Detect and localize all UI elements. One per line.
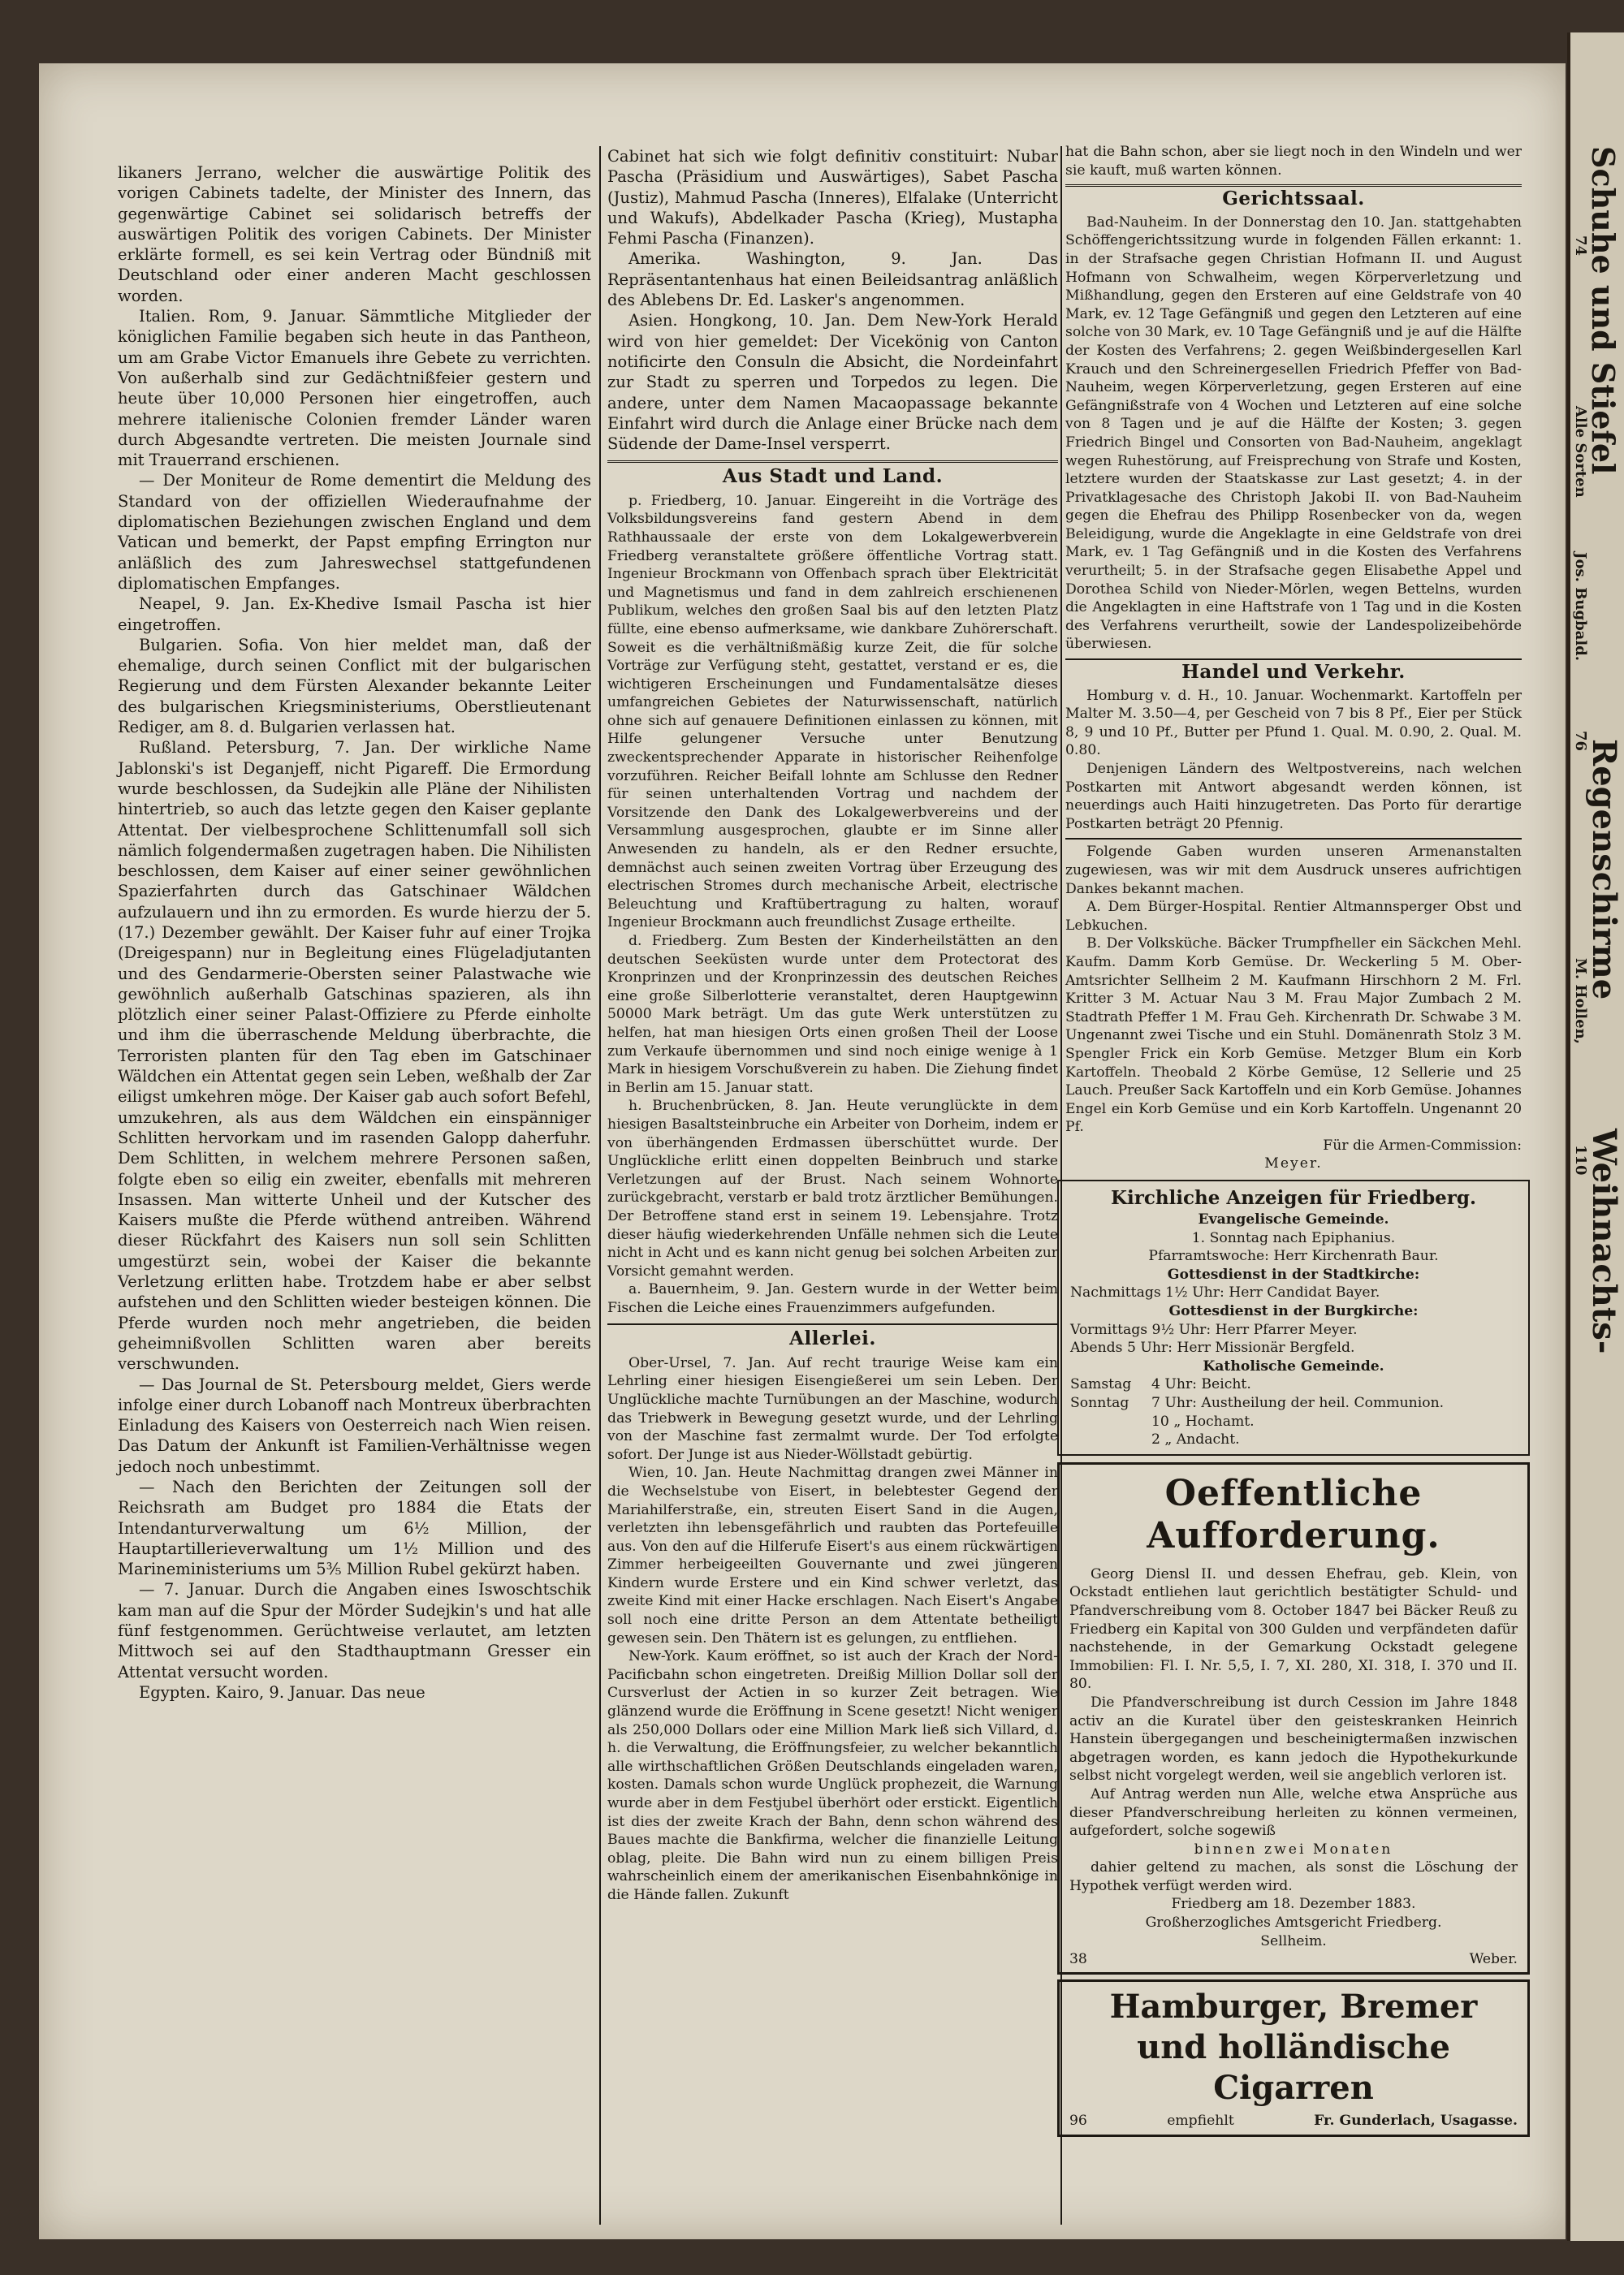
- article-homburg: Homburg v. d. H., 10. Januar. Wochenmarkt. Kartoffeln per Malter M. 3.50—4, per Gescheid von 7 bis 8 Pf., Eier per Stück 8, 9 und 10 Pf., Butter per Pfund 1. Qual. M. 0.90, 2. Qual. M. 0.80.: [1065, 687, 1522, 759]
- cigar-ad-title: Hamburger, Bremer und holländische Cigarren: [1109, 1987, 1478, 2107]
- edge-text-3: M. Hollen,: [1572, 958, 1589, 1044]
- column-3: [1065, 143, 1522, 2142]
- article-egypten: Egypten. Kairo, 9. Januar. Das neue: [139, 1682, 425, 1702]
- section-divider: [607, 460, 1058, 463]
- gaben-intro: Folgende Gaben wurden unseren Armenanstalten zugewiesen, was wir mit dem Ausdruck unseres aufrichtigen Dankes bekannt machen.: [1065, 844, 1522, 897]
- ad-signature: Fr. Gunderlach, Usagasse.: [1314, 2112, 1518, 2129]
- gaben-volkskueche: B. Der Volksküche. Bäcker Trumpfheller ein Säckchen Mehl. Kaufm. Damm Korb Gemüse. Dr. Weckerling 5 M. Ober-Amtsrichter Sellheim 2 M. Kaufmann Hirschhorn 2 M. Frl. Kritter 3 M. Actuar Nau 3 M. Frau Major Zumbach 2 M. Stadtrath Pfeffer 1 M. Frau Geh. Kirchenrath Dr. Schwabe 3 M. Ungenannt zwei Tische und ein Stuhl. Domänenrath Stolz 3 M. Spengler Frick ein Korb Gemüse. Metzger Blum ein Korb Kartoffeln. Theobald 2 Körbe Gemüse, 12 Selleriе und 25 Lauch. Preußer Sack Kartoffeln und ein Korb Gemüse. Johannes Engel ein Korb Gemüse und ein Korb Kartoffeln. Ungenannt 20 Pf.: [1065, 935, 1522, 1136]
- article-asien: Asien. Hongkong, 10. Jan. Dem New-York Herald wird von hier gemeldet: Der Vicekönig von Canton notificirte den Consuln die Absicht, die Nordeinfahrt zur Stadt zu sperren und Torpedos zu legen. Die andere, unter dem Namen Macaopassage bekannte Einfahrt wird durch die Anlage einer Brücke nach dem Südende der Dame-Insel versperrt.: [607, 311, 1058, 454]
- gaben-signature-line: Für die Armen-Commission:: [1323, 1137, 1522, 1154]
- article-amerika: Amerika. Washington, 9. Jan. Das Repräsentantenhaus hat einen Beileidsantrag anläßlich des Ablebens Dr. Ed. Lasker's angenommen.: [607, 249, 1058, 310]
- cigar-ad-box: [1057, 1979, 1530, 2138]
- notice-paragraph: Auf Antrag werden nun Alle, welche etwa Ansprüche aus dieser Pfandverschreibung herleiten zu können vermeinen, aufgefordert, solche sogewiß: [1069, 1785, 1518, 1840]
- section-divider: [1065, 184, 1522, 187]
- section-title-allerlei: Allerlei.: [789, 1327, 876, 1350]
- notice-paragraph: Georg Diensl II. und dessen Ehefrau, geb. Klein, von Ockstadt entliehen laut gerichtlich bestätigter Schuld- und Pfandverschreibung vom 8. October 1847 bei Bäcker Reuß zu Friedberg ein Kapital von 300 Gulden und verpfändeten dafür nachstehende, in der Gemarkung Ockstadt gelegene Immobilien: Fl. I. Nr. 5,5, I. 7, XI. 280, XI. 318, I. 370 und II. 80.: [1069, 1565, 1518, 1693]
- evangelical-title: Evangelische Gemeinde.: [1198, 1211, 1389, 1228]
- notice-number: 38: [1069, 1951, 1087, 1968]
- article-friedberg-vortrag: p. Friedberg, 10. Januar. Eingereiht in die Vorträge des Volksbildungsvereins fand gestern Abend in dem Rathhaussaale der erste von dem Lokalgewerbverein Friedberg veranstaltete größere öffentliche Vortrag statt. Ingenieur Brockmann von Offenbach sprach über Elektricität und Magnetismus und fand in dem zahlreich erschienenen Publikum, welches den großen Saal bis auf den letzten Platz füllte, eine ebenso aufmerksame, wie dankbare Zuhörerschaft. Soweit es die verhältnißmäßig kurze Zeit, die für solche Vorträge zur Verfügung steht, gestattet, verstand er es, die wichtigeren Erscheinungen und Fundamentalsätze dieses umfangreichen Gebietes der Naturwissenschaft, natürlich ohne sich auf genauere Definitionen einlassen zu können, mit Hilfe gelungener Versuche unter Benutzung zweckentsprechender Apparate in historischer Reihenfolge vorzuführen. Reicher Beifall lohnte am Schlusse den Redner für seinen unterhaltenden Vortrag und nachdem der Vorsitzende den Dank des Lokalgewerbvereins und der Versammlung ausgesprochen, glaubte er im Sinne aller Anwesenden zu handeln, als er den Redner ersuchte, demnächst auch seinen zweiten Vortrag über Erzeugung des electrischen Stromes durch mechanische Arbeit, electrische Beleuchtung und Kraftübertragung zu halten, worauf Ingenieur Brockmann auch freundlichst Zusage ertheilte.: [607, 492, 1058, 931]
- cigar-ad-footer: [1069, 2112, 1518, 2130]
- evang-line: Gottesdienst in der Stadtkirche:: [1167, 1266, 1420, 1283]
- edge-number-3: 110: [1572, 1145, 1589, 1176]
- article-rom-moniteur: — Der Moniteur de Rome dementirt die Meldung des Standard von der offiziellen Wiederaufnahme der diplomatischen Beziehungen zwischen England und dem Vatican und bemerkt, der Papst empfing Errington nur anläßlich des zum Jahreswechsel stattgefundenen diplomatischen Empfanges.: [118, 471, 591, 593]
- evang-line: Pfarramtswoche: Herr Kirchenrath Baur.: [1148, 1248, 1439, 1265]
- edge-number-1: 74: [1572, 235, 1589, 257]
- notice-paragraph: Die Pfandverschreibung ist durch Cession im Jahre 1848 activ an die Kuratel über den geisteskranken Heinrich Hanstein übergegangen und bescheinigtermaßen inzwischen abgetragen worden, es kann jedoch die Hypothekurkunde selbst nicht vorgelegt werden, weil sie angeblich verloren ist.: [1069, 1694, 1518, 1785]
- article-weltpost: Denjenigen Ländern des Weltpostvereins, nach welchen Postkarten mit Antwort abgesandt werden können, ist neuerdings auch Haiti hinzugetreten. Das Porto für derartige Postkarten beträgt 20 Pfennig.: [1065, 761, 1522, 832]
- notice-footer: [1069, 1950, 1518, 1969]
- article-journal-petersbourg: — Das Journal de St. Petersbourg meldet, Giers werde infolge einer durch Lobanoff nach Montreux überbrachten Einladung des Kaisers von Oesterreich nach Wien reisen. Das Datum der Ankunft ist Familien-Verhältnisse wegen jedoch noch unbestimmt.: [118, 1375, 591, 1476]
- evang-line: 1. Sonntag nach Epiphanius.: [1191, 1229, 1396, 1246]
- catholic-row: 10 „ Hochamt.: [1151, 1413, 1255, 1430]
- article-italien: Italien. Rom, 9. Januar. Sämmtliche Mitglieder der königlichen Familie begaben sich heute in das Pantheon, um am Grabe Victor Emanuels ihre Gebete zu verrichten. Von außerhalb sind zur Gedächtnißfeier gestern und heute über 10,000 Personen hier eingetroffen, auch mehrere italienische Colonien fremder Länder waren durch Abgesandte vertreten. Die meisten Journale sind mit Trauerrand erschienen.: [118, 307, 591, 470]
- gaben-hospital: A. Dem Bürger-Hospital. Rentier Altmannsperger Obst und Lebkuchen.: [1065, 899, 1522, 934]
- column-1: [118, 162, 591, 1703]
- article-januar-7: — 7. Januar. Durch die Angaben eines Iswoschtschik kam man auf die Spur der Mörder Sudejkin's und hat alle fünf festgenommen. Gerüchtweise verlautet, am letzten Mittwoch sei auf den Stadthauptmann Gresser ein Attentat versucht worden.: [118, 1580, 591, 1681]
- edge-heading-1: Schuhe und Stiefel: [1585, 146, 1622, 475]
- evang-line: Gottesdienst in der Burgkirche:: [1168, 1303, 1419, 1320]
- notice-judge: Sellheim.: [1260, 1932, 1327, 1949]
- article-new-york: New-York. Kaum eröffnet, so ist auch der Krach der Nord-Pacificbahn schon eingetreten. Dreißig Million Dollar soll der Cursverlust der Actien in so kurzer Zeit betragen. Wie glänzend wurde die Eröffnung in Scene gesetzt! Nicht weniger als 250,000 Dollars oder eine Million Mark ließ sich Villard, d. h. die Verwaltung, die Eröffnungsfeier, zu welcher bekanntlich alle wirthschaftlichen Größen Deutschlands eingeladen waren, kosten. Damals schon wurde Unglück prophezeit, die Warnung wurde aber in dem Festjubel überhört oder erstickt. Eigentlich ist dies der zweite Krach der Bahn, denn schon während des Baues machte die Bankfirma, welcher die finanzielle Leitung oblag, pleite. Die Bahn wird nun zu einem billigen Preis wahrscheinlich einem der amerikanischen Eisenbahnkönige in die Hände fallen. Zukunft: [607, 1648, 1058, 1903]
- evang-line: Abends 5 Uhr: Herr Missionär Bergfeld.: [1070, 1340, 1355, 1357]
- section-divider: [1065, 658, 1522, 660]
- notice-deadline: binnen zwei Monaten: [1194, 1841, 1393, 1858]
- section-divider: [607, 1323, 1058, 1325]
- section-title-gerichtssaal: Gerichtssaal.: [1222, 188, 1365, 210]
- notice-paragraph: dahier geltend zu machen, als sonst die Löschung der Hypothek verfügt werden wird.: [1069, 1859, 1518, 1894]
- adjacent-page-edge: [1567, 32, 1624, 2241]
- gaben-signature-name: Meyer.: [1264, 1155, 1323, 1172]
- article-ober-ursel: Ober-Ursel, 7. Jan. Auf recht traurige Weise kam ein Lehrling einer hiesigen Eisengießerei um sein Leben. Der Unglückliche machte Turnübungen an der Maschine, wodurch das Triebwerk in Bewegung gesetzt wurde, und der Lehrling von der Maschine fast zermalmt wurde. Der Tod erfolgte sofort. Der Junge ist aus Nieder-Wöllstadt gebürtig.: [607, 1354, 1058, 1463]
- article-bruchenbruecken: h. Bruchenbrücken, 8. Jan. Heute verunglückte in dem hiesigen Basaltsteinbruche ein Arbeiter von Dorheim, indem er von überhängenden Erdmassen überschüttet wurde. Der Unglückliche erlitt einen doppelten Beinbruch und starke Verletzungen auf der Brust. Nach seinem Wohnorte zurückgebracht, verstarb er bald trotz ärztlicher Bemühungen. Der Betroffene stand erst in seinem 19. Lebensjahre. Trotz dieser häufig wiederkehrenden Unfälle nehmen sich die Leute nicht in Acht und es kann nicht genug bei solchen Arbeiten zur Vorsicht gemahnt werden.: [607, 1098, 1058, 1280]
- section-title-stadt-land: Aus Stadt und Land.: [722, 465, 944, 488]
- notice-signature: Weber.: [1469, 1951, 1518, 1968]
- public-notice-title: Oeffentliche Aufforderung.: [1147, 1472, 1440, 1556]
- notice-date: Friedberg am 18. Dezember 1883.: [1171, 1896, 1416, 1913]
- column-2: [607, 146, 1058, 1905]
- public-notice-box: [1057, 1462, 1530, 1975]
- article-bauernheim: a. Bauernheim, 9. Jan. Gestern wurde in der Wetter beim Fischen die Leiche eines Frauenzimmers aufgefunden.: [607, 1281, 1058, 1316]
- article-bulgarien: Bulgarien. Sofia. Von hier meldet man, daß der ehemalige, durch seinen Conflict mit der bulgarischen Regierung und dem Fürsten Alexander bekannte Leiter des bulgarischen Kriegsministeriums, Oberstlieutenant Rediger, am 8. d. Bulgarien verlassen hat.: [118, 635, 591, 737]
- evang-line: Nachmittags 1½ Uhr: Herr Candidat Bayer.: [1070, 1284, 1380, 1302]
- evang-line: Vormittags 9½ Uhr: Herr Pfarrer Meyer.: [1070, 1321, 1358, 1338]
- article-friedberg-lotterie: d. Friedberg. Zum Besten der Kinderheilstätten an den deutschen Seeküsten wurde unter dem Protectorat des Kronprinzen und der Kronprinzessin des deutschen Reiches eine große Silberlotterie veranstaltet, deren Hauptgewinn 50000 Mark beträgt. Um das gute Werk unterstützen zu helfen, hat man hiesigen Orts einen großen Theil der Loose zum Verkaufe übernommen und sind noch einige wenige à 1 Mark in hiesigem Vorschußverein zu haben. Die Ziehung findet in Berlin am 15. Januar statt.: [607, 933, 1058, 1096]
- article-wien: Wien, 10. Jan. Heute Nachmittag drangen zwei Männer in die Wechselstube von Eisert, in belebtester Gegend der Mariahilferstraße, ein, streuten Eisert Sand in die Augen, verletzten ihn lebensgefährlich und raubten das Portefeuille aus. Von den auf die Hilferufe Eisert's aus einem rückwärtigen Zimmer herbeigeeilten Gouvernante und zwei jüngeren Kindern wurde Erstere und ein Kind schwer verletzt, das zweite Kind mit einer Hacke erschlagen. Nach Eisert's Angabe soll noch eine dritte Person an dem Attentate betheiligt gewesen sein. Den Thätern ist es gelungen, zu entfliehen.: [607, 1465, 1058, 1647]
- notice-court: Großherzogliches Amtsgericht Friedberg.: [1145, 1915, 1442, 1932]
- ad-text: empfiehlt: [1167, 2112, 1234, 2129]
- catholic-title: Katholische Gemeinde.: [1203, 1358, 1384, 1375]
- catholic-row: Sonntag 7 Uhr: Austheilung der heil. Communion.: [1070, 1395, 1445, 1411]
- church-notices-title: Kirchliche Anzeigen für Friedberg.: [1110, 1187, 1477, 1210]
- article-russland: Rußland. Petersburg, 7. Jan. Der wirkliche Name Jablonski's ist Deganjeff, nicht Pigareff. Die Ermordung wurde beschlossen, da Sudejkin alle Pläne der Nihilisten hintertrieb, so auch das letzte gegen den Kaiser geplante Attentat. Der vielbesprochene Schlittenumfall soll sich nämlich folgendermaßen zugetragen haben. Die Nihilisten beschlossen, dem Kaiser auf einer seiner gewöhnlichen Spazierfahrten durch das Gatschinaer Wäldchen aufzulauern und ihn zu ermorden. Es wurde hierzu der 5. (17.) Dezember gewählt. Der Kaiser fuhr auf einer Trojka (Dreigespann) nur in Begleitung eines Flügeladjutanten und des Gendarmerie-Obersten seiner Palastwache wie gewöhnlich außerhalb Gatschinas spazieren, als ihn plötzlich einer seiner Palast-Offiziere zu Pferde einholte und ihm die überraschende Meldung überbrachte, die Terroristen planten für den Tag eben im Gatschinaer Wäldchen ein Attentat gegen sein Leben, weßhalb der Zar eiligst umkehren möge. Der Kaiser gab auch sofort Befehl, umzukehren, als aus dem Wäldchen ein einspänniger Schlitten hervorkam und im rasenden Galopp daherfuhr. Dem Schlitten, in welchem mehrere Personen saßen, folgte eben so eilig ein zweiter, ebenfalls mit mehreren Insassen. Man witterte Unheil und der Kutscher des Kaisers mußte die Pferde wüthend antreiben. Während dieser Rückfahrt des Kaisers nun soll sein Schlitten umgestürzt sein, wobei der Kaiser die bekannte Verletzung erlitten habe. Trotzdem habe er aber selbst aufstehen und den Schlitten wieder besteigen können. Die Pferde wurden noch mehr angetrieben, die beiden geheimnißvollen Schlitten waren aber bereits verschwunden.: [118, 738, 591, 1374]
- column-rule-1: [599, 146, 601, 2225]
- article-text: likaners Jerrano, welcher die auswärtige Politik des vorigen Cabinets tadelte, der Minister des Innern, das gegenwärtige Cabinet sei solidarisch betreffs der auswärtigen Politik des vorigen Cabinets. Der Minister erklärte formell, es sei kein Vertrag oder Bündniß mit Deutschland oder einer anderen Macht geschlossen worden.: [118, 163, 591, 305]
- church-notices-box: [1057, 1180, 1530, 1456]
- catholic-row: Samstag 4 Uhr: Beicht.: [1070, 1376, 1251, 1393]
- article-bad-nauheim: Bad-Nauheim. In der Donnerstag den 10. Jan. stattgehabten Schöffengerichtssitzung wurde in folgenden Fällen erkannt: 1. in der Strafsache gegen Christian Hofmann II. und August Hofmann von Schwalheim, wegen Körperverletzung und Mißhandlung, gegen den Ersteren auf eine Geldstrafe von 40 Mark, ev. 12 Tage Gefängniß und gegen den Letzteren auf eine solche von 30 Mark, ev. 10 Tage Gefängniß und je auf die Hälfte der Kosten des Verfahrens; 2. gegen Weißbindergesellen Karl Krauch und den Schreinergesellen Friedrich Pfeffer von Bad-Nauheim, wegen Körperverletzung, gegen Ersteren auf eine Gefängnißstrafe von 4 Wochen und Letzteren auf eine solche von 8 Tagen und je auf die Hälfte der Kosten; 3. gegen Friedrich Bingel und Consorten von Bad-Nauheim, angeklagt wegen Ruhestörung, auf Freisprechung von Strafe und Kosten, letztere wurden der Staatskasse zur Last gesetzt; 4. in der Privatklagesache des Christoph Jakobi II. von Bad-Nauheim gegen die Ehefrau des Philipp Rosenbecker von da, wegen Beleidigung, wurde die Angeklagte in eine Geldstrafe von drei Mark, ev. 1 Tag Gefängniß und in die Kosten des Verfahrens verurtheilt; 5. in der Strafsache gegen Elisabethe Appel und Dorothea Schild von Nieder-Mörlen, wegen Bettelns, wurden die Angeklagten in eine Haftstrafe von 1 Tag und in die Kosten des Verfahrens verurtheilt, sowie der Landespolizeibehörde überwiesen.: [1065, 214, 1522, 653]
- article-reichsrath: — Nach den Berichten der Zeitungen soll der Reichsrath am Budget pro 1884 die Etats der Intendanturverwaltung um 6½ Million, der Hauptartillerieverwaltung um 1½ Million und des Marineministeriums um 5⅗ Million Rubel gekürzt haben.: [118, 1478, 591, 1579]
- article-bahn-end: hat die Bahn schon, aber sie liegt noch in den Windeln und wer sie kauft, muß warten können.: [1065, 144, 1522, 179]
- article-cabinet: Cabinet hat sich wie folgt definitiv constituirt: Nubar Pascha (Präsidium und Auswärtiges), Sabet Pascha (Justiz), Mahmud Pascha (Inneres), Elfalake (Unterricht und Wakufs), Abdelkader Pascha (Krieg), Mustapha Fehmi Pascha (Finanzen).: [607, 147, 1058, 248]
- ad-number: 96: [1069, 2112, 1087, 2129]
- section-divider: [1065, 838, 1522, 840]
- edge-text-1: Alle Sorten: [1572, 406, 1589, 498]
- section-title-handel: Handel und Verkehr.: [1181, 661, 1406, 684]
- edge-number-2: 76: [1572, 731, 1589, 752]
- edge-heading-3: Weihnachts-: [1585, 1129, 1623, 1354]
- edge-heading-2: Regenschirme: [1585, 739, 1623, 1000]
- article-neapel: Neapel, 9. Jan. Ex-Khedive Ismail Pascha ist hier eingetroffen.: [118, 594, 591, 634]
- catholic-row: 2 „ Andacht.: [1151, 1431, 1240, 1448]
- edge-text-2: Jos. Bugbald.: [1572, 552, 1589, 662]
